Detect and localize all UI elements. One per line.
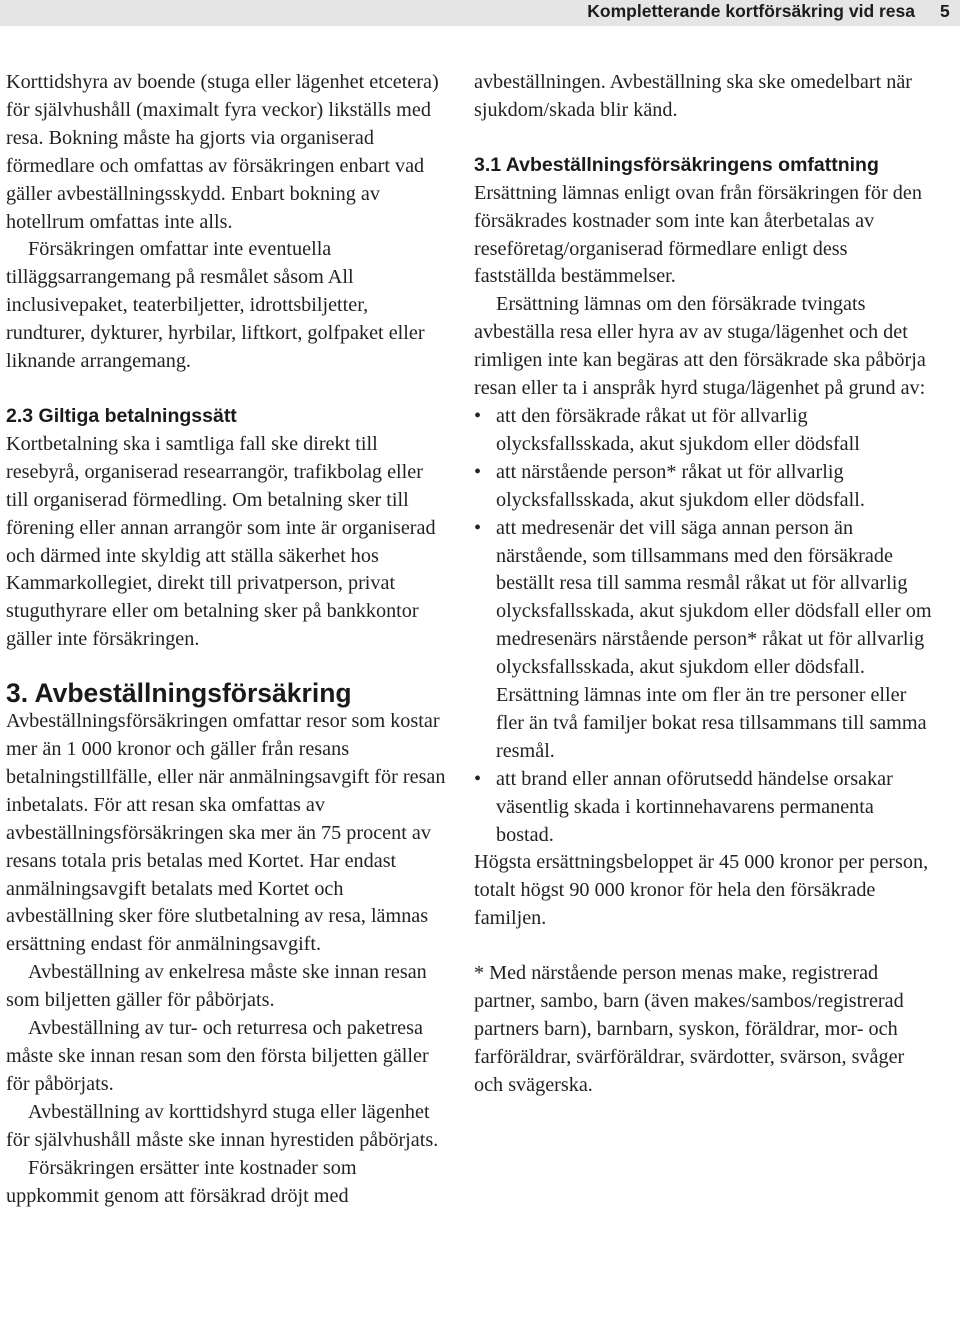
conditions-list	[474, 403, 934, 850]
right-column	[474, 69, 934, 1100]
paragraph-short-term-rental: Korttidshyra av boende (stuga eller lägenhet etcetera) för självhushåll (maximalt fyra veckor) likställs med resa. Bokning måste ha gjorts via organiserad förmedlare och omfattas av försäkringen enbart vad gäller avbeställningsskydd. Enbart bokning av hotellrum omfattas inte alls.	[6, 71, 439, 233]
running-title: Kompletterande kortförsäkring vid resa	[587, 1, 915, 21]
paragraph-cottage-rental: Avbeställning av korttidshyrd stuga eller lägenhet för självhushåll måste ske innan hyrestiden påbörjats.	[6, 1100, 439, 1151]
paragraph-conditions: Ersättning lämnas om den försäkrade tvingats avbeställa resa eller hyra av av stuga/lägenhet och det rimligen inte kan begäras att den försäkrade ska påbörja resan eller ta i anspråk hyrd stuga/lägenhet på grund av:	[474, 293, 926, 400]
list-item: • att närstående person* råkat ut för allvarlig olycksfallsskada, akut sjukdom eller dödsfall.	[474, 459, 934, 515]
heading-3-1: 3.1 Avbeställningsförsäkringens omfattning	[474, 153, 879, 176]
paragraph-max-amount: Högsta ersättningsbeloppet är 45 000 kronor per person, totalt högst 90 000 kronor för hela den försäkrade familjen.	[474, 851, 929, 930]
paragraph-one-way: Avbeställning av enkelresa måste ske innan resan som biljetten gäller för påbörjats.	[6, 961, 427, 1012]
paragraph-continued: avbeställningen. Avbeställning ska ske omedelbart när sjukdom/skada blir känd.	[474, 71, 913, 121]
list-item: • att medresenär det vill säga annan person än närstående, som tillsammans med den försäkrade beställt resa till samma resmål råkat ut för allvarlig olycksfallsskada, akut sjukdom eller dödsfall eller om medresenärs närstående person* råkat ut för allvarlig olycksfallsskada, akut sjukdom eller dödsfall. Ersättning lämnas inte om fler än tre personer eller fler än två familjer bokat resa tillsammans till samma resmål.	[474, 515, 934, 766]
page-number: 5	[940, 1, 950, 21]
paragraph-cancellation-scope: Avbeställningsförsäkringen omfattar resor som kostar mer än 1 000 kronor och gäller från resans betalningstillfälle, eller när anmälningsavgift för resan inbetalats. För att resan ska omfattas av avbeställningsförsäkringen ska mer än 75 procent av resans totala pris betalas med Kortet. Har endast anmälningsavgift betalats med Kortet och avbeställning sker före slutbetalning av resa, lämnas ersättning endast för anmälningsavgift.	[6, 710, 446, 956]
heading-3: 3. Avbeställningsförsäkring	[6, 678, 352, 709]
paragraph-round-trip: Avbeställning av tur- och returresa och paketresa måste ske innan resan som den första biljetten gäller för påbörjats.	[6, 1017, 429, 1095]
paragraph-compensation: Ersättning lämnas enligt ovan från försäkringen för den försäkrades kostnader som inte kan återbetalas av reseföretag/organiserad förmedlare enligt dess fastställda bestämmelser.	[474, 181, 922, 288]
list-item: • att den försäkrade råkat ut för allvarlig olycksfallsskada, akut sjukdom eller dödsfall	[474, 403, 934, 459]
heading-2-3: 2.3 Giltiga betalningssätt	[6, 404, 237, 427]
list-item: • att brand eller annan oförutsedd händelse orsakar väsentlig skada i kortinnehavarens permanenta bostad.	[474, 766, 934, 850]
left-column	[6, 69, 450, 1210]
page-header	[0, 0, 960, 26]
paragraph-exclusions: Försäkringen omfattar inte eventuella tilläggsarrangemang på resmålet såsom All inclusivepaket, teaterbiljetter, idrottsbiljetter, rundturer, dykturer, hyrbilar, liftkort, golfpaket eller liknande arrangemang.	[6, 238, 425, 373]
paragraph-delay: Försäkringen ersätter inte kostnader som uppkommit genom att försäkrad dröjt med	[6, 1156, 357, 1207]
footnote: * Med närstående person menas make, registrerad partner, sambo, barn (även makes/sambos/registrerad partners barn), barnbarn, syskon, föräldrar, mor- och farföräldrar, svärföräldrar, svärdotter, svärson, svåger och svägerska.	[474, 962, 905, 1096]
paragraph-payment-methods: Kortbetalning ska i samtliga fall ske direkt till resebyrå, organiserad researrangör, trafikbolag eller till organiserad förmedling. Om betalning sker till förening eller annan arrangör som inte är organiserad och därmed inte skyldig att ställa säkerhet hos Kammarkollegiet, direkt till privatperson, privat stuguthyrare eller om betalning sker på bankkontor gäller inte försäkringen.	[6, 432, 436, 651]
